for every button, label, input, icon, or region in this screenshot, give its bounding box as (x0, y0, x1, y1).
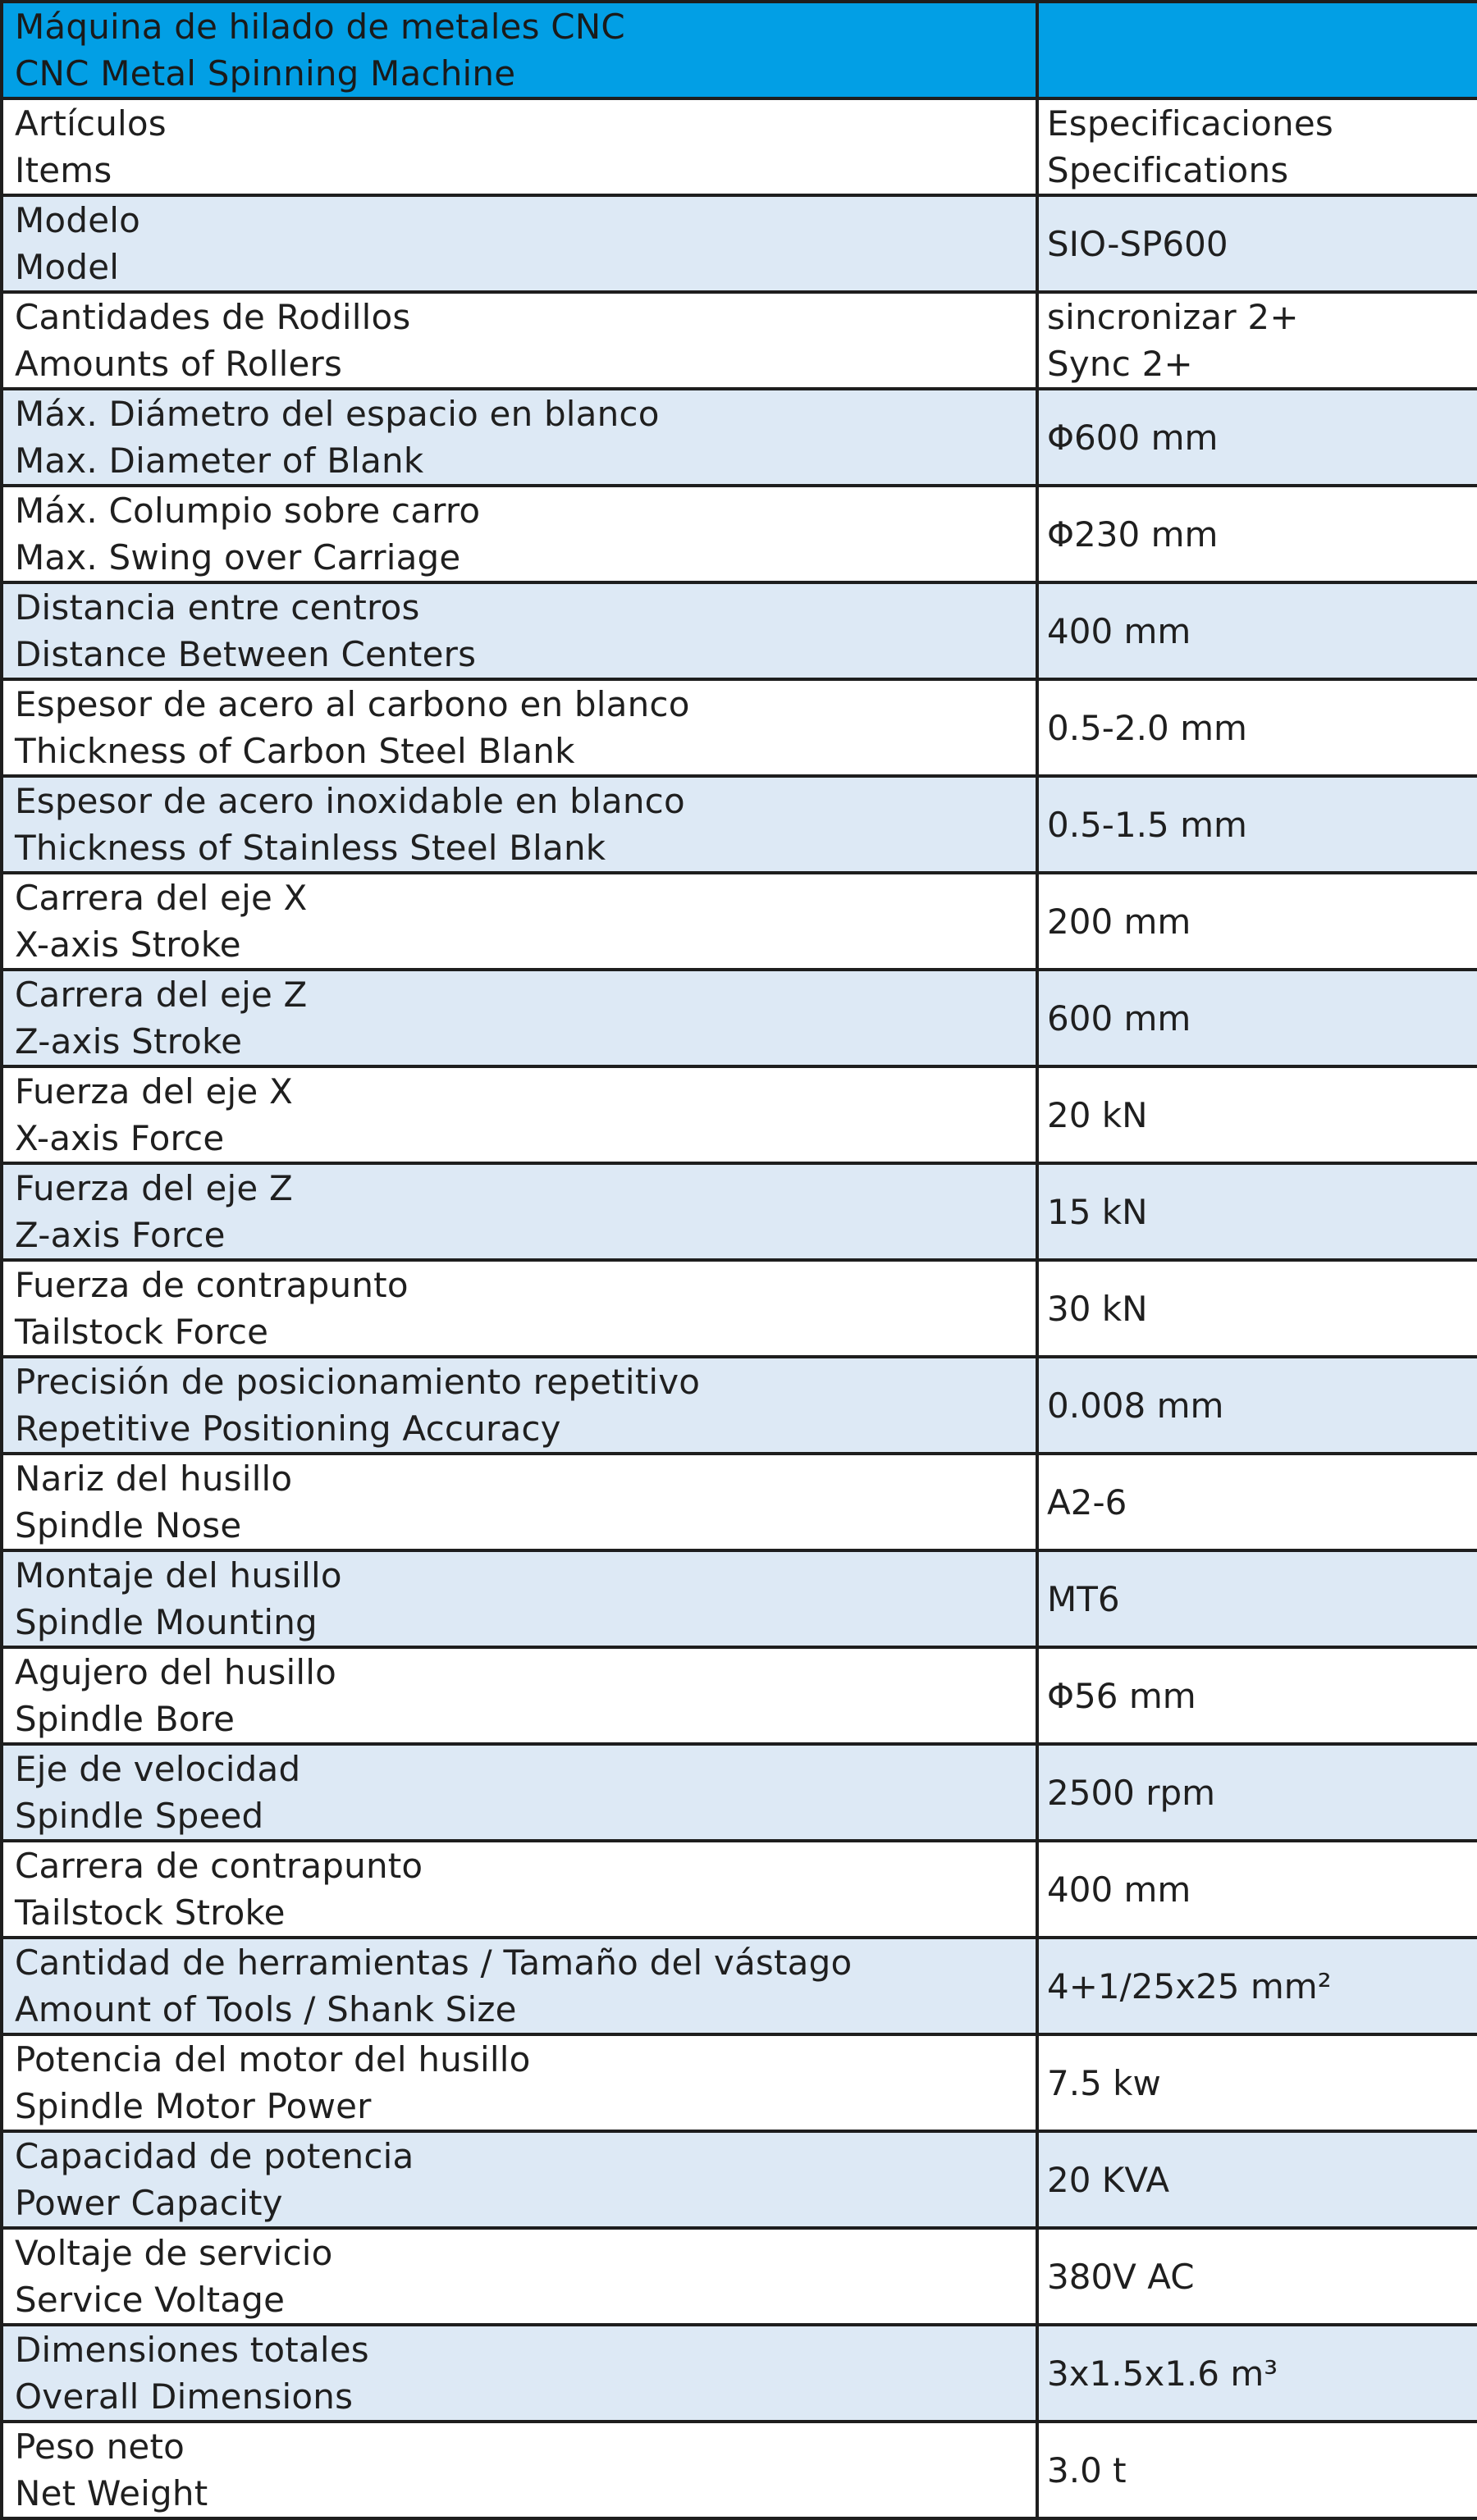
item-label-es: Carrera del eje Z (15, 975, 308, 1015)
item-label-en: Spindle Motor Power (15, 2086, 372, 2126)
spec-label-es: Especificaciones (1047, 103, 1333, 144)
spec-cell (1037, 2131, 1477, 2228)
item-cell (2, 1260, 1037, 1357)
spec-cell (1037, 970, 1477, 1066)
item-label-en: Spindle Nose (15, 1505, 242, 1545)
item-cell (2, 1066, 1037, 1163)
spec-value: SIO-SP600 (1047, 223, 1228, 264)
spec-cell (1037, 776, 1477, 873)
item-label-en: Service Voltage (15, 2280, 286, 2320)
spec-cell (1037, 873, 1477, 970)
item-label-en: Z-axis Force (15, 1215, 226, 1255)
item-cell (2, 1357, 1037, 1454)
item-label-es: Carrera del eje X (15, 878, 308, 918)
item-cell (2, 970, 1037, 1066)
item-cell (2, 776, 1037, 873)
table-row (2, 1357, 1477, 1454)
item-label-es: Agujero del husillo (15, 1652, 337, 1692)
item-label-en: Tailstock Force (15, 1312, 269, 1352)
item-cell (2, 1841, 1037, 1938)
item-label-en: Model (15, 247, 120, 287)
item-cell (2, 679, 1037, 776)
spec-value: 4+1/25x25 mm² (1047, 1965, 1332, 2006)
spec-cell (1037, 1938, 1477, 2034)
item-label-es: Cantidades de Rodillos (15, 297, 411, 337)
spec-cell (1037, 1454, 1477, 1550)
spec-cell (1037, 1841, 1477, 1938)
spec-cell (1037, 1357, 1477, 1454)
spec-value-es: sincronizar 2+ (1047, 297, 1299, 337)
item-label-es: Eje de velocidad (15, 1749, 301, 1789)
table-row (2, 2131, 1477, 2228)
header-title-en: CNC Metal Spinning Machine (15, 53, 516, 94)
item-cell (2, 1744, 1037, 1841)
table-row (2, 292, 1477, 389)
spec-cell (1037, 1744, 1477, 1841)
spec-cell (1037, 1550, 1477, 1647)
spec-value: 30 kN (1047, 1288, 1148, 1329)
spec-cell (1037, 195, 1477, 292)
table-row (2, 389, 1477, 486)
table-row (2, 970, 1477, 1066)
spec-cell (1037, 292, 1477, 389)
spec-cell (1037, 1260, 1477, 1357)
item-label-es: Fuerza del eje X (15, 1071, 293, 1112)
spec-cell (1037, 98, 1477, 195)
table-row (2, 2325, 1477, 2422)
item-label-es: Fuerza de contrapunto (15, 1265, 409, 1305)
spec-value: 3x1.5x1.6 m³ (1047, 2353, 1278, 2394)
item-cell (2, 1550, 1037, 1647)
header-title-es: Máquina de hilado de metales CNC (15, 7, 625, 47)
spec-value: Φ230 mm (1047, 514, 1219, 555)
header-title-cell (2, 2, 1037, 98)
spec-value: 0.5-2.0 mm (1047, 707, 1247, 748)
spec-cell (1037, 2228, 1477, 2325)
spec-cell (1037, 1066, 1477, 1163)
table-row (2, 679, 1477, 776)
spec-value: A2-6 (1047, 1481, 1127, 1522)
table-row (2, 98, 1477, 195)
item-label-en: Tailstock Stroke (15, 1892, 286, 1933)
table-row (2, 1066, 1477, 1163)
spec-value: Φ600 mm (1047, 417, 1219, 458)
item-label-en: Amount of Tools / Shank Size (15, 1989, 517, 2029)
spec-cell (1037, 679, 1477, 776)
spec-value: 200 mm (1047, 901, 1191, 942)
table-row (2, 2034, 1477, 2131)
item-label-en: Max. Diameter of Blank (15, 441, 424, 481)
item-cell (2, 195, 1037, 292)
spec-value: 0.008 mm (1047, 1385, 1224, 1426)
table-row (2, 776, 1477, 873)
table-row (2, 1454, 1477, 1550)
item-label-en: X-axis Force (15, 1118, 225, 1158)
item-label-es: Capacidad de potencia (15, 2136, 414, 2176)
table-row (2, 1841, 1477, 1938)
spec-cell (1037, 1647, 1477, 1744)
table-row (2, 1938, 1477, 2034)
item-label-en: Net Weight (15, 2473, 208, 2513)
header-empty-cell (1037, 2, 1477, 98)
item-label-en: X-axis Stroke (15, 924, 241, 965)
spec-cell (1037, 2325, 1477, 2422)
item-cell (2, 389, 1037, 486)
table-row (2, 195, 1477, 292)
item-cell (2, 582, 1037, 679)
spec-value: 380V AC (1047, 2256, 1195, 2297)
table-row (2, 2422, 1477, 2518)
item-label-en: Spindle Mounting (15, 1602, 318, 1642)
table-row (2, 1260, 1477, 1357)
item-cell (2, 2228, 1037, 2325)
table-row (2, 582, 1477, 679)
item-label-en: Thickness of Carbon Steel Blank (15, 731, 575, 771)
item-cell (2, 1938, 1037, 2034)
item-label-es: Potencia del motor del husillo (15, 2039, 531, 2079)
spec-cell (1037, 1163, 1477, 1260)
item-label-en: Distance Between Centers (15, 634, 477, 674)
table-row (2, 1550, 1477, 1647)
item-cell (2, 98, 1037, 195)
item-label-es: Máx. Columpio sobre carro (15, 491, 481, 531)
item-label-en: Repetitive Positioning Accuracy (15, 1408, 561, 1449)
table-row (2, 1647, 1477, 1744)
item-label-en: Z-axis Stroke (15, 1021, 243, 1061)
item-label-es: Cantidad de herramientas / Tamaño del vástago (15, 1942, 853, 1983)
item-label-en: Spindle Bore (15, 1699, 235, 1739)
spec-value: 7.5 kw (1047, 2062, 1161, 2103)
item-cell (2, 1454, 1037, 1550)
table-row (2, 873, 1477, 970)
item-cell (2, 292, 1037, 389)
spec-value: MT6 (1047, 1578, 1120, 1619)
table-row (2, 1744, 1477, 1841)
item-label-en: Power Capacity (15, 2183, 283, 2223)
spec-value: 600 mm (1047, 998, 1191, 1039)
item-label-es: Distancia entre centros (15, 587, 420, 628)
spec-cell (1037, 389, 1477, 486)
spec-label-en: Specifications (1047, 150, 1289, 190)
spec-value: 2500 rpm (1047, 1772, 1216, 1813)
item-cell (2, 1647, 1037, 1744)
item-label-es: Espesor de acero al carbono en blanco (15, 684, 690, 724)
spec-value: Φ56 mm (1047, 1675, 1196, 1716)
item-label-es: Nariz del husillo (15, 1459, 293, 1499)
item-cell (2, 2422, 1037, 2518)
table-row (2, 2228, 1477, 2325)
table-header-row (2, 2, 1477, 98)
item-cell (2, 1163, 1037, 1260)
spec-cell (1037, 2422, 1477, 2518)
spec-cell (1037, 582, 1477, 679)
spec-value: 0.5-1.5 mm (1047, 804, 1247, 845)
spec-value: 3.0 t (1047, 2449, 1127, 2490)
spec-value: 20 KVA (1047, 2159, 1170, 2200)
item-label-en: Thickness of Stainless Steel Blank (15, 828, 606, 868)
item-label-es: Dimensiones totales (15, 2330, 369, 2370)
item-label-en: Spindle Speed (15, 1796, 264, 1836)
item-label-es: Peso neto (15, 2426, 185, 2467)
item-cell (2, 873, 1037, 970)
item-label-es: Carrera de contrapunto (15, 1846, 423, 1886)
item-label-es: Precisión de posicionamiento repetitivo (15, 1362, 701, 1402)
spec-cell (1037, 486, 1477, 582)
item-label-es: Máx. Diámetro del espacio en blanco (15, 394, 660, 434)
spec-value: 20 kN (1047, 1094, 1148, 1135)
item-label-en: Max. Swing over Carriage (15, 537, 461, 578)
item-label-en: Overall Dimensions (15, 2376, 354, 2417)
item-label-es: Modelo (15, 200, 140, 240)
spec-value: 15 kN (1047, 1191, 1148, 1232)
spec-cell (1037, 2034, 1477, 2131)
item-cell (2, 2131, 1037, 2228)
item-cell (2, 486, 1037, 582)
item-label-es: Voltaje de servicio (15, 2233, 333, 2273)
item-label-es: Espesor de acero inoxidable en blanco (15, 781, 685, 821)
item-label-en: Items (15, 150, 112, 190)
item-cell (2, 2325, 1037, 2422)
item-label-es: Fuerza del eje Z (15, 1168, 293, 1208)
spec-value: 400 mm (1047, 610, 1191, 651)
item-label-en: Amounts of Rollers (15, 344, 343, 384)
table-row (2, 486, 1477, 582)
spec-value-en: Sync 2+ (1047, 344, 1193, 384)
item-cell (2, 2034, 1037, 2131)
spec-value: 400 mm (1047, 1869, 1191, 1910)
item-label-es: Montaje del husillo (15, 1555, 342, 1596)
table-row (2, 1163, 1477, 1260)
item-label-es: Artículos (15, 103, 167, 144)
